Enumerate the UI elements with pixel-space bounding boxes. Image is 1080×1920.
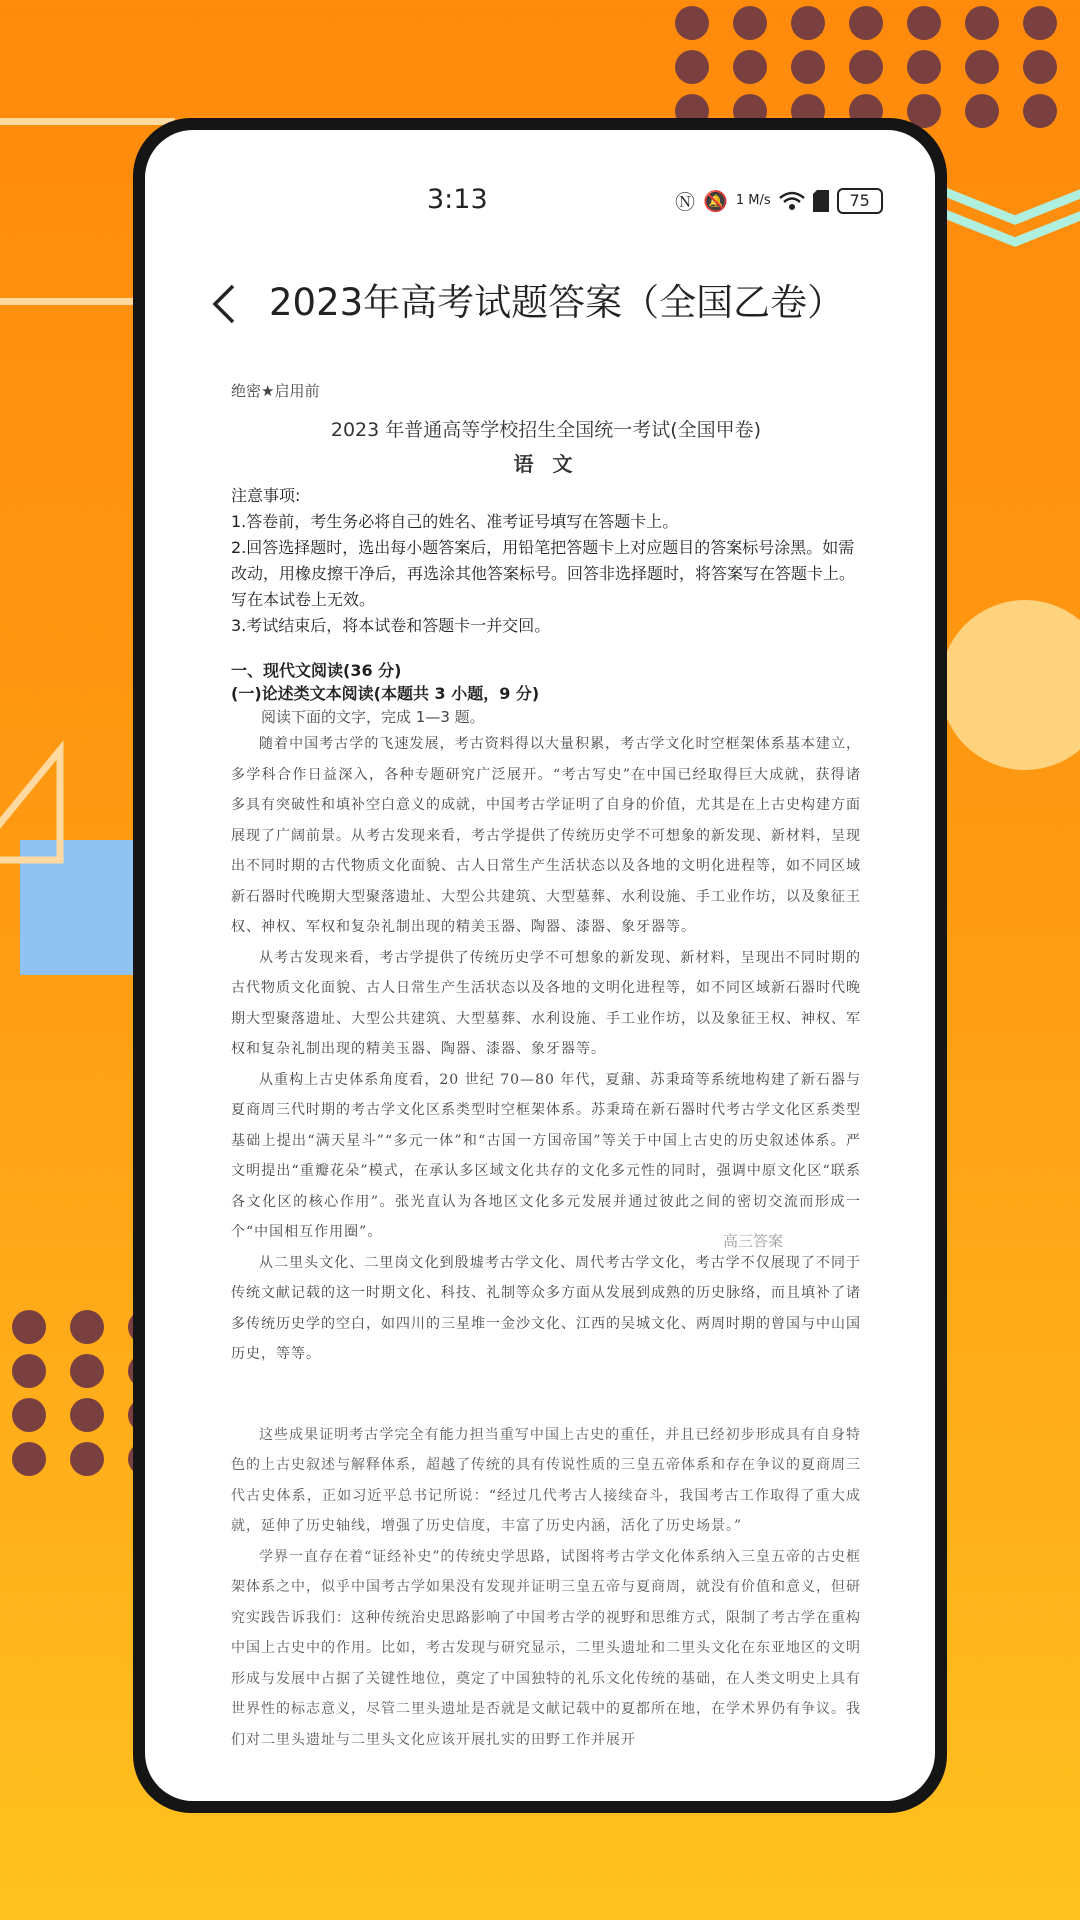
passage-paragraph: 从考古发现来看，考古学提供了传统历史学不可想象的新发现、新材料，呈现出不同时期的古代物质文化面貌、古人日常生产生活状态以及各地的文明化进程等，如不同区域新石器时代晚期大型聚落遗址、大型公共建筑、大型墓葬、水利设施、手工业作坊，以及象征王权、神权、军权和复杂礼制出现的精美玉器、陶器、漆器、象牙器等。 (231, 949, 861, 1057)
decor-line (0, 118, 175, 125)
notes-heading: 注意事项: (231, 486, 301, 505)
battery-icon: 75 (837, 188, 883, 214)
phone-frame (133, 118, 947, 1813)
passage-paragraph: 从重构上古史体系角度看，20 世纪 70—80 年代，夏鼐、苏秉琦等系统地构建了新石器与夏商周三代时期的考古学文化区系类型时空框架体系。苏秉琦在新石器时代考古学文化区系类型基础上提出“满天星斗”“多元一体”和“古国一方国帝国”等关于中国上古史的历史叙述体系。严文明提出“重瓣花朵”模式，在承认多区域文化共存的文化多元性的同时，强调中原文化区“联系各文化区的核心作用”。张光直认为各地区文化多元发展并通过彼此之间的密切交流而形成一个“中国相互作用圈”。 (231, 1071, 861, 1240)
nfc-icon: Ⓝ (675, 190, 695, 214)
passage-paragraph: 这些成果证明考古学完全有能力担当重写中国上古史的重任，并且已经初步形成具有自身特色的上古史叙述与解释体系，超越了传统的具有传说性质的三皇五帝体系和存在争议的夏商周三代古史体系，正如习近平总书记所说：“经过几代考古人接续奋斗，我国考古工作取得了重大成就，延伸了历史轴线，增强了历史信度，丰富了历史内涵，活化了历史场景。” (231, 1426, 861, 1534)
note-item: 2.回答选择题时，选出每小题答案后，用铅笔把答题卡上对应题目的答案标号涂黑。如需改动，用橡皮擦干净后，再选涂其他答案标号。回答非选择题时，将答案写在答题卡上。写在本试卷上无效。 (231, 538, 856, 609)
mute-bell-icon: 🔕 (703, 188, 728, 213)
section-title: 一、现代文阅读(36 分) (231, 661, 402, 680)
passage-paragraph: 随着中国考古学的飞速发展，考古资料得以大量积累，考古学文化时空框架体系基本建立，多学科合作日益深入，各种专题研究广泛展开。“考古写史”在中国已经取得巨大成就，获得诸多具有突破性和填补空白意义的成就，中国考古学证明了自身的价值，尤其是在上古史构建方面展现了广阔前景。从考古发现来看，考古学提供了传统历史学不可想象的新发现、新材料，呈现出不同时期的古代物质文化面貌、古人日常生产生活状态以及各地的文明化进程等，如不同区域新石器时代晚期大型聚落遗址、大型公共建筑、大型墓葬、水利设施、手工业作坊，以及象征王权、神权、军权和复杂礼制出现的精美玉器、陶器、漆器、象牙器等。 (231, 736, 861, 935)
network-speed: 1 M/s (735, 193, 771, 208)
watermark-label: 高三答案 (723, 1232, 784, 1250)
subject-title: 语 文 (513, 452, 579, 476)
notes-block (231, 483, 861, 639)
decor-circle (940, 600, 1080, 770)
section-heading (231, 659, 861, 705)
decor-line (0, 298, 135, 305)
section-subtitle: (一)论述类文本阅读(本题共 3 小题，9 分) (231, 684, 540, 703)
reading-instruction: 阅读下面的文字，完成 1—3 题。 (261, 708, 485, 726)
phone-screen (145, 130, 935, 1801)
note-item: 1.答卷前，考生务必将自己的姓名、准考证号填写在答题卡上。 (231, 512, 679, 531)
exam-title: 2023 年普通高等学校招生全国统一考试(全国甲卷) (330, 419, 762, 441)
passage-paragraph: 从二里头文化、二里岗文化到殷墟考古学文化、周代考古学文化，考古学不仅展现了不同于传统文献记载的这一时期文化、科技、礼制等众多方面从发展到成熟的历史脉络，而且填补了诸多传统历史学的空白，如四川的三星堆一金沙文化、江西的吴城文化、两周时期的曾国与中山国历史，等等。 (231, 1254, 861, 1362)
sim-icon (813, 190, 829, 212)
page-title: 2023年高考试题答案（全国乙卷） (269, 281, 845, 324)
decor-triangle (0, 740, 70, 870)
status-bar (145, 130, 935, 215)
back-arrow-icon[interactable] (205, 280, 245, 328)
status-time: 3:13 (427, 184, 488, 215)
wifi-icon (779, 191, 805, 211)
passage-paragraph: 学界一直存在着“证经补史”的传统史学思路，试图将考古学文化体系纳入三皇五帝的古史框架体系之中，似乎中国考古学如果没有发现并证明三皇五帝与夏商周，就没有价值和意义，但研究实践告诉我们：这种传统治史思路影响了中国考古学的视野和思维方式，限制了考古学在重构中国上古史中的作用。比如，考古发现与研究显示，二里头遗址和二里头文化在东亚地区的文明形成与发展中占据了关键性地位，奠定了中国独特的礼乐文化传统的基础，在人类文明史上具有世界性的标志意义，尽管二里头遗址是否就是文献记载中的夏都所在地，在学术界仍有争议。我们对二里头遗址与二里头文化应该开展扎实的田野工作并展开 (231, 1548, 861, 1748)
confidential-label: 绝密★启用前 (231, 382, 320, 400)
decor-chevron (945, 180, 1080, 260)
note-item: 3.考试结束后，将本试卷和答题卡一并交回。 (231, 616, 551, 635)
exam-document (231, 380, 861, 1755)
decor-dots-top (675, 6, 1057, 128)
status-icons (675, 186, 883, 215)
